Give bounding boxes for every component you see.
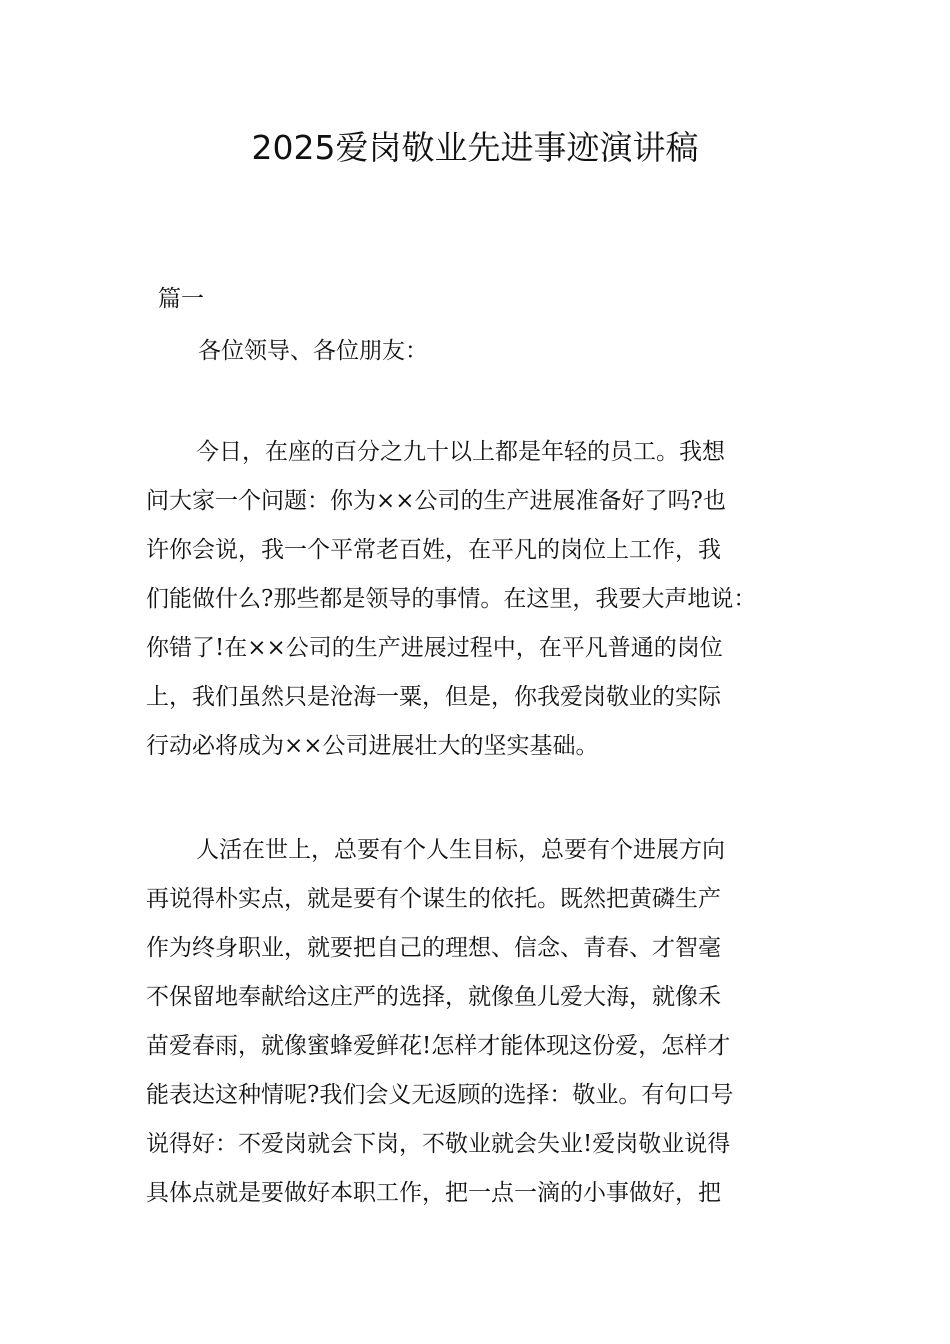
paragraph-line: 再说得朴实点，就是要有个谋生的依托。既然把黄磷生产 <box>146 886 721 912</box>
paragraph <box>146 428 812 771</box>
paragraph-line: 上，我们虽然只是沧海一粟，但是，你我爱岗敬业的实际 <box>146 684 721 710</box>
paragraph-line: 能表达这种情呢?我们会义无返顾的选择：敬业。有句口号 <box>146 1082 734 1108</box>
paragraph-line: 苗爱春雨，就像蜜蜂爱鲜花!怎样才能体现这份爱，怎样才 <box>146 1033 731 1059</box>
paragraph-line: 你错了!在××公司的生产进展过程中，在平凡普通的岗位 <box>146 635 723 661</box>
paragraph-line: 不保留地奉献给这庄严的选择，就像鱼儿爱大海，就像禾 <box>146 984 721 1010</box>
section-label: 篇一 <box>158 286 204 312</box>
paragraph-line: 作为终身职业，就要把自己的理想、信念、青春、才智毫 <box>146 935 721 961</box>
document-title: 2025爱岗敬业先进事迹演讲稿 <box>251 128 699 167</box>
paragraph-line: 许你会说，我一个平常老百姓，在平凡的岗位上工作，我 <box>146 537 721 563</box>
paragraph-line: 人活在世上，总要有个人生目标，总要有个进展方向 <box>196 837 725 863</box>
paragraph-line: 们能做什么?那些都是领导的事情。在这里，我要大声地说： <box>146 586 757 612</box>
paragraph-line: 说得好：不爱岗就会下岗，不敬业就会失业!爱岗敬业说得 <box>146 1131 731 1157</box>
paragraph-line: 具体点就是要做好本职工作，把一点一滴的小事做好，把 <box>146 1180 721 1206</box>
paragraph-line: 今日，在座的百分之九十以上都是年轻的员工。我想 <box>196 439 725 465</box>
paragraph-line: 行动必将成为××公司进展壮大的坚实基础。 <box>146 733 599 759</box>
salutation: 各位领导、各位朋友： <box>198 338 428 364</box>
paragraph <box>146 826 812 1218</box>
paragraph-line: 问大家一个问题：你为××公司的生产进展准备好了吗?也 <box>146 488 726 514</box>
